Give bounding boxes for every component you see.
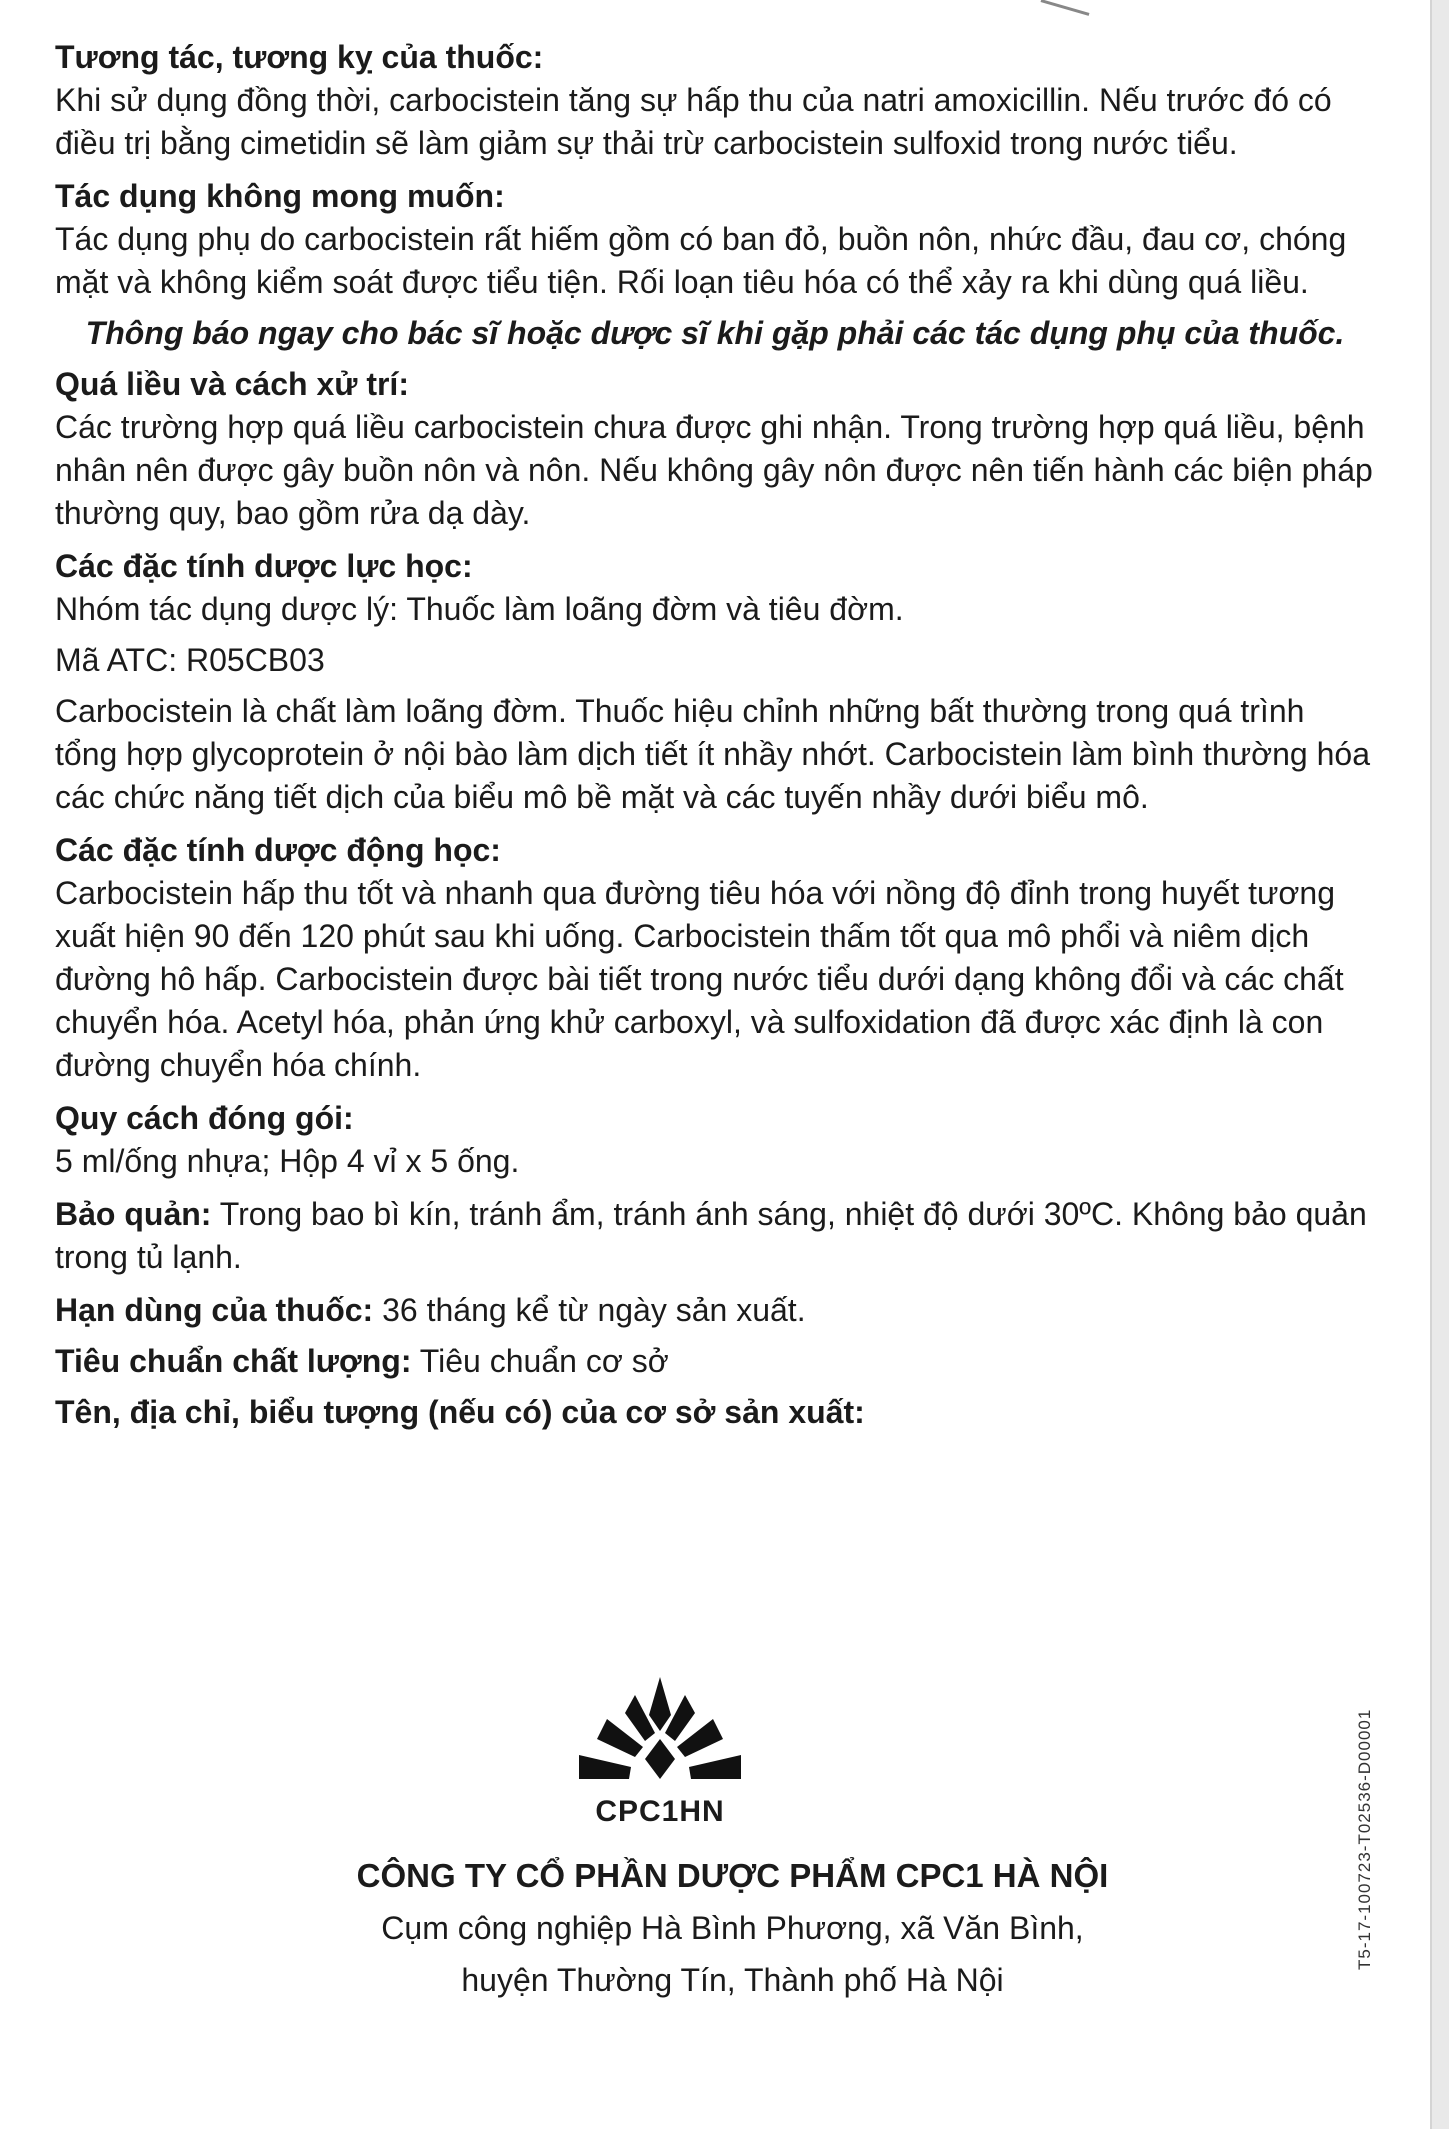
side-effects-heading: Tác dụng không mong muốn:	[55, 178, 505, 214]
quality-line	[55, 1340, 1375, 1383]
side-effects-warning: Thông báo ngay cho bác sĩ hoặc dược sĩ khi gặp phải các tác dụng phụ của thuốc.	[85, 315, 1345, 351]
pharmacodynamics-group: Nhóm tác dụng dược lý: Thuốc làm loãng đờm và tiêu đờm.	[55, 591, 904, 627]
pharmacodynamics-atc: Mã ATC: R05CB03	[55, 642, 325, 678]
company-info	[160, 1850, 1305, 2006]
pharmacodynamics-heading: Các đặc tính dược lực học:	[55, 548, 473, 584]
storage-label: Bảo quản:	[55, 1196, 212, 1232]
packaging-heading: Quy cách đóng gói:	[55, 1100, 354, 1136]
storage-text: Trong bao bì kín, tránh ẩm, tránh ánh sáng, nhiệt độ dưới 30ºC. Không bảo quản trong tủ lạnh.	[55, 1196, 1367, 1275]
side-effects-text: Tác dụng phụ do carbocistein rất hiếm gồm có ban đỏ, buồn nôn, nhức đầu, đau cơ, chóng mặt và không kiểm soát được tiểu tiện. Rối loạn tiêu hóa có thể xảy ra khi dùng quá liều.	[55, 221, 1347, 300]
pharmacodynamics-text: Carbocistein là chất làm loãng đờm. Thuốc hiệu chỉnh những bất thường trong quá trình tổng hợp glycoprotein ở nội bào làm dịch tiết ít nhầy nhớt. Carbocistein làm bình thường hóa các chức năng tiết dịch của biểu mô bề mặt và các tuyến nhầy dưới biểu mô.	[55, 693, 1370, 815]
packaging-text: 5 ml/ống nhựa; Hộp 4 vỉ x 5 ống.	[55, 1143, 520, 1179]
quality-label: Tiêu chuẩn chất lượng:	[55, 1343, 412, 1379]
quality-text: Tiêu chuẩn cơ sở	[411, 1343, 669, 1379]
company-address-line1: Cụm công nghiệp Hà Bình Phương, xã Văn Bình,	[381, 1910, 1084, 1946]
pharmacokinetics-text: Carbocistein hấp thu tốt và nhanh qua đường tiêu hóa với nồng độ đỉnh trong huyết tương xuất hiện 90 đến 120 phút sau khi uống. Carbocistein thấm tốt qua mô phổi và niêm dịch đường hô hấp. Carbocistein được bài tiết trong nước tiểu dưới dạng không đổi và các chất chuyển hóa. Acetyl hóa, phản ứng khử carboxyl, và sulfoxidation đã được xác định là con đường chuyển hóa chính.	[55, 875, 1344, 1083]
shelf-life-label: Hạn dùng của thuốc:	[55, 1292, 374, 1328]
leaflet-content	[55, 36, 1375, 1434]
company-address-line2: huyện Thường Tín, Thành phố Hà Nội	[461, 1962, 1004, 1998]
overdose-heading: Quá liều và cách xử trí:	[55, 366, 409, 402]
pharmacokinetics-heading: Các đặc tính dược động học:	[55, 832, 501, 868]
storage-line	[55, 1193, 1375, 1279]
shelf-life-line	[55, 1289, 1375, 1332]
cpc1-emblem-icon	[575, 1675, 745, 1795]
interactions-heading: Tương tác, tương kỵ của thuốc:	[55, 39, 544, 75]
scan-mark	[1041, 0, 1090, 16]
document-code: T5-17-100723-T02536-D00001	[1355, 1708, 1374, 1970]
interactions-text: Khi sử dụng đồng thời, carbocistein tăng sự hấp thu của natri amoxicillin. Nếu trước đó có điều trị bằng cimetidin sẽ làm giảm sự thải trừ carbocistein sulfoxid trong nước tiểu.	[55, 82, 1332, 161]
company-logo	[520, 1675, 800, 1829]
company-name: CÔNG TY CỔ PHẦN DƯỢC PHẨM CPC1 HÀ NỘI	[356, 1857, 1109, 1894]
manufacturer-heading: Tên, địa chỉ, biểu tượng (nếu có) của cơ sở sản xuất:	[55, 1394, 865, 1430]
overdose-text: Các trường hợp quá liều carbocistein chưa được ghi nhận. Trong trường hợp quá liều, bệnh nhân nên được gây buồn nôn và nôn. Nếu không gây nôn được nên tiến hành các biện pháp thường quy, bao gồm rửa dạ dày.	[55, 409, 1373, 531]
logo-wordmark: CPC1HN	[595, 1795, 725, 1828]
shelf-life-text: 36 tháng kể từ ngày sản xuất.	[373, 1292, 806, 1328]
